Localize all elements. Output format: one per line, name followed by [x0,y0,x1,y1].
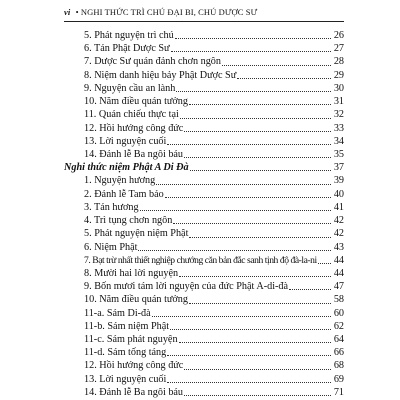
toc-entry-page: 42 [333,228,344,240]
toc-entry [64,254,344,267]
dot-leader [167,381,331,383]
toc-entry-label: 11-b. Sám niệm Phật [84,320,170,332]
header-rule [64,21,344,22]
dot-leader [179,341,331,343]
toc-entry-label: 7. Bạt trừ nhất thiết nghiệp chướng căn bản đắc sanh tịnh độ đà-la-ni [84,254,317,266]
toc-entry [64,95,344,108]
toc-entry-page: 30 [333,82,344,94]
toc-entry-label: Nghi thức niệm Phật A Di Đà [64,162,189,174]
toc-entry [64,69,344,82]
toc-entry-label: 14. Đảnh lễ Ba ngôi báu [84,386,184,398]
toc-entry [64,373,344,386]
toc-entry-label: 10. Năm điều quán tưởng [84,294,188,306]
toc-entry-label: 2. Đảnh lễ Tam bảo [84,188,164,200]
toc-entry-label: 5. Phát nguyện niệm Phật [84,228,189,240]
toc-entry [64,241,344,254]
toc-entry-label: 6. Tán Phật Dược Sư [84,43,170,55]
toc-entry-label: 4. Trì tụng chơn ngôn [84,215,173,227]
toc-entry-label: 12. Hồi hướng công đức [84,360,184,372]
toc-entry-page: 44 [333,267,344,279]
toc-entry-label: 10. Năm điều quán tưởng [84,96,188,108]
toc-entry-page: 42 [333,215,344,227]
toc-entry [64,214,344,227]
toc-entry [64,307,344,320]
dot-leader [289,288,331,290]
running-head [64,6,344,19]
toc-entry-page: 44 [333,254,344,266]
toc-entry [64,188,344,201]
toc-entry [64,386,344,399]
toc-entry [64,280,344,293]
toc-entry-label: 1. Nguyện hương [84,175,156,187]
toc-entry-label: 8. Mười hai lời nguyện [84,267,179,279]
table-of-contents [64,29,344,399]
toc-entry-page: 64 [333,334,344,346]
dot-leader [138,249,331,251]
dot-leader [140,209,331,211]
toc-entry-page: 58 [333,294,344,306]
dot-leader [184,368,331,370]
toc-entry-page: 28 [333,56,344,68]
toc-entry-label: 5. Phát nguyện trì chú [84,30,174,41]
book-title: NGHI THỨC TRÌ CHÚ ĐẠI BI, CHÚ DƯỢC SƯ [80,7,258,17]
dot-leader [176,90,331,92]
dot-leader [318,262,331,264]
dot-leader [175,37,331,39]
toc-entry-page: 32 [333,109,344,121]
dot-leader [189,302,331,304]
dot-leader [184,156,331,158]
toc-entry [64,42,344,55]
dot-leader [184,394,331,396]
toc-entry-page: 35 [333,148,344,160]
toc-entry-page: 69 [333,373,344,385]
toc-entry-label: 13. Lời nguyện cuối [84,373,167,385]
toc-entry-page: 41 [333,201,344,213]
dot-leader [237,77,331,79]
toc-entry [64,346,344,359]
toc-entry-page: 39 [333,175,344,187]
dot-leader [179,275,331,277]
toc-entry-page: 40 [333,188,344,200]
page-number: vi [64,7,71,17]
toc-entry-label: 14. Đảnh lễ Ba ngôi báu [84,148,184,160]
toc-entry-page: 60 [333,307,344,319]
toc-entry-page: 33 [333,122,344,134]
toc-entry-page: 37 [333,162,344,174]
dot-leader [184,130,331,132]
toc-entry-label: 7. Dược Sư quán đảnh chơn ngôn [84,56,221,68]
toc-entry-page: 71 [333,386,344,398]
toc-entry [64,122,344,135]
toc-entry-label: 6. Niệm Phật [84,241,138,253]
header-separator: • [75,7,79,17]
dot-leader [222,64,331,66]
toc-entry-label: 11. Quán chiếu thực tại [84,109,179,121]
dot-leader [152,315,331,317]
toc-entry-page: 31 [333,96,344,108]
toc-entry [64,227,344,240]
dot-leader [190,169,331,171]
dot-leader [165,196,331,198]
toc-entry-label: 12. Hồi hướng công đức [84,122,184,134]
toc-entry [64,359,344,372]
toc-entry-label: 9. Bốn mươi tám lời nguyện của đức Phật A-di-đà [84,281,289,293]
toc-entry [64,267,344,280]
dot-leader [189,236,331,238]
dot-leader [173,222,331,224]
toc-entry [64,55,344,68]
toc-entry-label: 13. Lời nguyện cuối [84,135,167,147]
dot-leader [171,50,331,52]
dot-leader [189,103,331,105]
toc-entry-label: 11-c. Sám phát nguyện [84,334,178,346]
dot-leader [180,117,331,119]
toc-entry [64,82,344,95]
dot-leader [156,183,331,185]
toc-entry-label: 11-a. Sám Di-đà [84,307,151,319]
toc-entry-page: 27 [333,43,344,55]
toc-entry [64,320,344,333]
toc-entry-page: 62 [333,320,344,332]
toc-entry-page: 43 [333,241,344,253]
toc-entry-page: 29 [333,69,344,81]
toc-entry [64,148,344,161]
toc-entry-page: 68 [333,360,344,372]
toc-entry [64,293,344,306]
toc-entry [64,29,344,42]
toc-entry [64,135,344,148]
toc-entry [64,108,344,121]
toc-entry-page: 34 [333,135,344,147]
toc-entry [64,174,344,187]
dot-leader [167,143,331,145]
toc-entry-label: 8. Niệm danh hiệu bảy Phật Dược Sư [84,69,237,81]
dot-leader [167,354,331,356]
toc-entry-label: 3. Tán hương [84,201,139,213]
toc-entry-page: 26 [333,30,344,41]
toc-entry [64,333,344,346]
toc-entry-page: 66 [333,347,344,359]
dot-leader [170,328,331,330]
toc-entry-label: 9. Nguyện cầu an lành [84,82,176,94]
toc-entry [64,201,344,214]
toc-entry-page: 47 [333,281,344,293]
toc-section-heading [64,161,344,174]
toc-entry-label: 11-d. Sám tống táng [84,347,167,359]
